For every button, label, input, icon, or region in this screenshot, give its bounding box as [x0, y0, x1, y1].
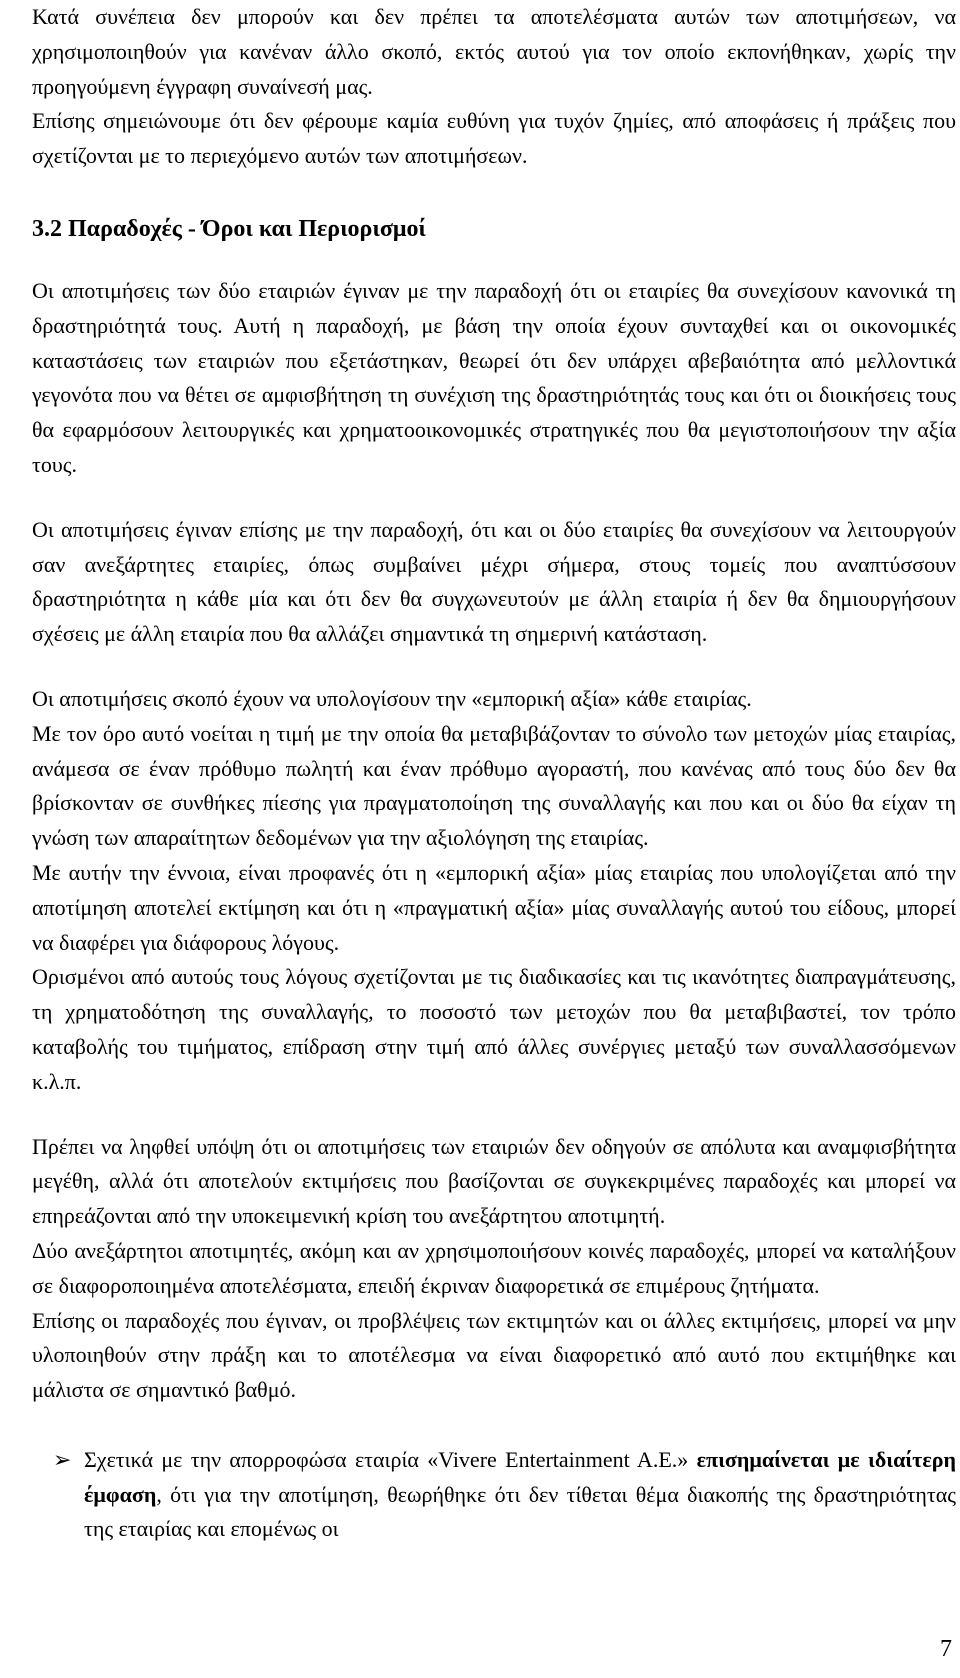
paragraph-independence: Οι αποτιμήσεις έγιναν επίσης με την παραδοχή, ότι και οι δύο εταιρίες θα συνεχίσουν να λειτουργούν σαν ανεξάρτητες εταιρίες, όπως συμβαίνει μέχρι σήμερα, στους τομείς που αναπτύσσουν δραστηριότητα η κάθε μία και ότι δεν θα συγχωνευτούν με άλλη εταιρία ή δεν θα δημιουργήσουν σχέσεις με άλλη εταιρία που θα αλλάζει σημαντικά τη σημερινή κατάσταση. — [32, 516, 956, 647]
paragraph-liability: Επίσης σημειώνουμε ότι δεν φέρουμε καμία ευθύνη για τυχόν ζημίες, από αποφάσεις ή πράξεις που σχετίζονται με το περιεχόμενο αυτών των αποτιμήσεων. — [32, 108, 956, 169]
bullet-text-emphasis: επισημαίνεται με ιδιαίτερη έμφαση — [84, 1446, 956, 1507]
paragraph-reasons: Ορισμένοι από αυτούς τους λόγους σχετίζονται με τις διαδικασίες και τις ικανότητες διαπραγμάτευσης, τη χρηματοδότηση της συναλλαγής, το ποσοστό των μετοχών που θα μεταβιβαστεί, τον τρόπο καταβολής του τιμήματος, επίδραση στην τιμή από άλλες συνέργιες μεταξύ των συναλλασσόμενων κ.λ.π. — [32, 964, 956, 1094]
bullet-text-start: Σχετικά με την απορροφώσα εταιρία «Vivere Entertainment A.E.» — [84, 1446, 697, 1472]
page-number: 7 — [940, 1636, 952, 1662]
bullet-text-end: , ότι για την αποτίμηση, θεωρήθηκε ότι δεν τίθεται θέμα διακοπής της δραστηριότητας της εταιρίας και επομένως οι — [84, 1481, 956, 1542]
bullet-text — [84, 1443, 956, 1547]
bullet-item — [32, 1443, 956, 1547]
paragraph-going-concern: Οι αποτιμήσεις των δύο εταιριών έγιναν με την παραδοχή ότι οι εταιρίες θα συνεχίσουν κανονικά τη δραστηριότητά τους. Αυτή η παραδοχή, με βάση την οποία έχουν συνταχθεί και οι οικονομικές καταστάσεις των εταιριών που εξετάστηκαν, θεωρεί ότι δεν υπάρχει αβεβαιότητα από μελλοντικά γεγονότα που να θέτει σε αμφισβήτηση τη συνέχιση της δραστηριότητάς τους και ότι οι διοικήσεις τους θα εφαρμόσουν λειτουργικές και χρηματοοικονομικές στρατηγικές που θα μεγιστοποιήσουν την αξία τους. — [32, 277, 956, 477]
section-heading: 3.2 Παραδοχές - Όροι και Περιορισμοί — [32, 215, 426, 242]
paragraph-consent: Κατά συνέπεια δεν μπορούν και δεν πρέπει τα αποτελέσματα αυτών των αποτιμήσεων, να χρησιμοποιηθούν για κανέναν άλλο σκοπό, εκτός αυτού για τον οποίο εκπονήθηκαν, χωρίς την προηγούμενη έγγραφη συναίνεσή μας. — [32, 4, 956, 99]
paragraph-definition: Με τον όρο αυτό νοείται η τιμή με την οποία θα μεταβιβάζονταν το σύνολο των μετοχών μίας εταιρίας, ανάμεσα σε έναν πρόθυμο πωλητή και έναν πρόθυμο αγοραστή, που κανένας από τους δύο δεν θα βρίσκονταν σε συνθήκες πίεσης για πραγματοποίηση της συναλλαγής και που και οι δύο θα είχαν τη γνώση των απαραίτητων δεδομένων για την αξιολόγηση της εταιρίας. — [32, 720, 956, 851]
paragraph-market-value: Οι αποτιμήσεις σκοπό έχουν να υπολογίσουν την «εμπορική αξία» κάθε εταιρίας. — [32, 685, 752, 711]
paragraph-estimate: Με αυτήν την έννοια, είναι προφανές ότι η «εμπορική αξία» μίας εταιρίας που υπολογίζεται από την αποτίμηση αποτελεί εκτίμηση και ότι η «πραγματική αξία» μίας συναλλαγής αυτού του είδους, μπορεί να διαφέρει για διάφορους λόγους. — [32, 859, 956, 955]
paragraph-assumptions: Επίσης οι παραδοχές που έγιναν, οι προβλέψεις των εκτιμητών και οι άλλες εκτιμήσεις, μπορεί να μην υλοποιηθούν στην πράξη και το αποτέλεσμα να είναι διαφορετικό από αυτό που εκτιμήθηκε και μάλιστα σε σημαντικό βαθμό. — [32, 1307, 956, 1403]
page-content — [32, 0, 956, 1547]
paragraph-subjectivity: Πρέπει να ληφθεί υπόψη ότι οι αποτιμήσεις των εταιριών δεν οδηγούν σε απόλυτα και αναμφισβήτητα μεγέθη, αλλά ότι αποτελούν εκτιμήσεις που βασίζονται σε συγκεκριμένες παραδοχές και μπορεί να επηρεάζονται από την υποκειμενική κρίση του ανεξάρτητου αποτιμητή. — [32, 1133, 956, 1229]
paragraph-two-valuers: Δύο ανεξάρτητοι αποτιμητές, ακόμη και αν χρησιμοποιήσουν κοινές παραδοχές, μπορεί να καταλήξουν σε διαφοροποιημένα αποτελέσματα, επειδή έκριναν διαφορετικά σε επιμέρους ζητήματα. — [32, 1237, 956, 1298]
arrow-bullet-icon: ➢ — [53, 1446, 72, 1472]
